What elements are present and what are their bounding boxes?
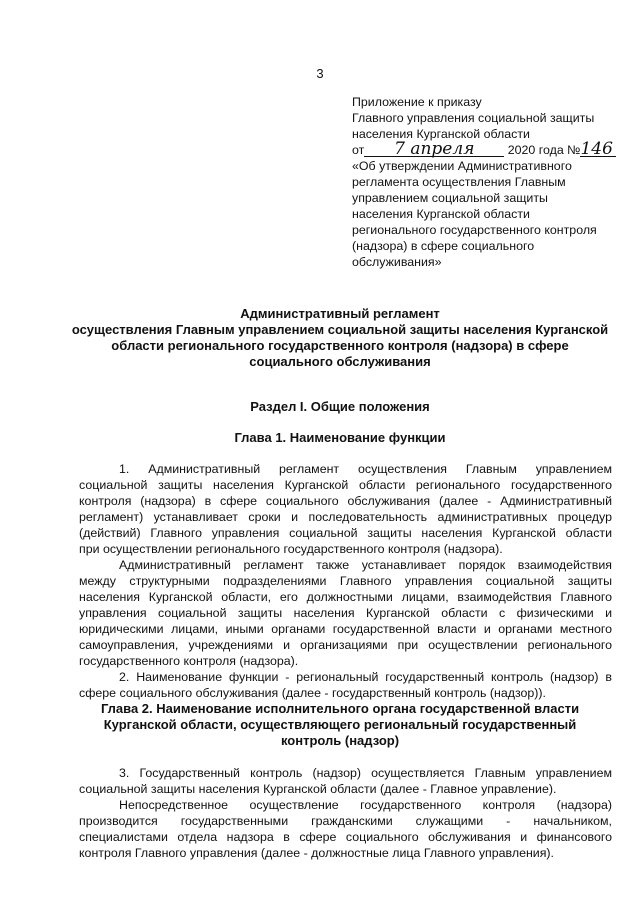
- section-heading: [60, 399, 620, 415]
- appendix-about-line: населения Курганской области: [352, 207, 530, 221]
- text-line: Непосредственное осуществление государственного контроля (надзора): [119, 798, 612, 812]
- chapter2-heading-line: Курганской области, осуществляющего региональный государственный: [103, 717, 577, 732]
- handwritten-date: [364, 139, 504, 159]
- appendix-block: [352, 94, 622, 270]
- text-line: контроля Главного управления (далее - должностные лица Главного управления).: [79, 846, 554, 860]
- appendix-date-line: [352, 139, 622, 159]
- paragraph-4: [79, 765, 612, 797]
- chapter1-heading: [60, 430, 620, 446]
- handwritten-number-text: 146: [580, 139, 613, 159]
- appendix-line: населения Курганской области: [352, 127, 530, 141]
- appendix-about-line: «Об утверждении Административного: [352, 159, 572, 173]
- text-line: населения Курганской области, его должностными лицами, взаимодействия Главного: [79, 590, 612, 604]
- appendix-about-line: управлением социальной защиты: [352, 191, 548, 205]
- appendix-about-line: регионального государственного контроля: [352, 223, 597, 237]
- text-line: специалистами отдела надзора в сфере социального обслуживания и финансового: [79, 830, 612, 844]
- text-line: самоуправления, учреждениями и организациями при осуществлении регионального: [79, 638, 612, 652]
- chapter2-heading-line: Глава 2. Наименование исполнительного органа государственной власти: [100, 701, 580, 716]
- text-line: юридическими лицами, иными органами государственной власти и органами местного: [79, 622, 612, 636]
- text-line: производится государственными гражданскими служащими - начальником,: [79, 814, 612, 828]
- text-line: управления социальной защиты населения Курганской области с физическими и: [79, 606, 612, 620]
- paragraph-5: [79, 797, 612, 861]
- document-title-line: Административный регламент: [240, 306, 440, 321]
- text-line: сфере социального обслуживания (далее - государственный контроль (надзор)).: [79, 686, 546, 700]
- handwritten-number: [580, 139, 616, 159]
- text-line: (действий) Главного управления социальной защиты населения Курганской области: [79, 526, 612, 540]
- text-line: Административный регламент также устанавливает порядок взаимодействия: [119, 558, 612, 572]
- text-line: контроля (надзора) в сфере социального обслуживания (далее - Административный: [79, 494, 612, 508]
- text-line: социальной защиты населения Курганской области регионального государственного: [79, 478, 612, 492]
- appendix-about-line: регламента осуществления Главным: [352, 175, 566, 189]
- appendix-line: Главного управления социальной защиты: [352, 111, 595, 125]
- paragraph-3: [79, 669, 612, 701]
- section-heading-text: Раздел I. Общие положения: [250, 399, 430, 414]
- chapter2-heading: [60, 701, 620, 749]
- paragraph-2: [79, 557, 612, 669]
- appendix-line: Приложение к приказу: [352, 95, 482, 109]
- document-title-line: области регионального государственного контроля (надзора) в сфере: [111, 338, 569, 353]
- chapter1-heading-text: Глава 1. Наименование функции: [234, 430, 446, 445]
- document-title-line: социального обслуживания: [249, 354, 431, 369]
- appendix-about-line: (надзора) в сфере социального: [352, 239, 535, 253]
- handwritten-date-text: 7 апреля: [394, 139, 475, 159]
- appendix-about-line: обслуживания»: [352, 255, 442, 269]
- text-line: государственного контроля (надзора).: [79, 654, 299, 668]
- text-line: при осуществлении регионального государственного контроля (надзора).: [79, 542, 503, 556]
- text-line: 1. Административный регламент осуществления Главным управлением: [119, 462, 612, 476]
- document-title-line: осуществления Главным управлением социальной защиты населения Курганской: [71, 322, 609, 337]
- text-line: регламент) устанавливает сроки и последовательность административных процедур: [79, 510, 612, 524]
- text-line: 2. Наименование функции - региональный государственный контроль (надзор) в: [119, 670, 612, 684]
- date-prefix: от: [352, 143, 365, 157]
- document-title: [60, 306, 620, 370]
- paragraph-1: [79, 461, 612, 557]
- text-line: социальной защиты населения Курганской области (далее - Главное управление).: [79, 782, 557, 796]
- page-number: 3: [316, 66, 324, 81]
- text-line: между структурными подразделениями Главного управления социальной защиты: [79, 574, 612, 588]
- text-line: 3. Государственный контроль (надзор) осуществляется Главным управлением: [119, 766, 612, 780]
- chapter2-heading-line: контроль (надзор): [280, 733, 400, 748]
- date-year: 2020 года №: [507, 143, 581, 157]
